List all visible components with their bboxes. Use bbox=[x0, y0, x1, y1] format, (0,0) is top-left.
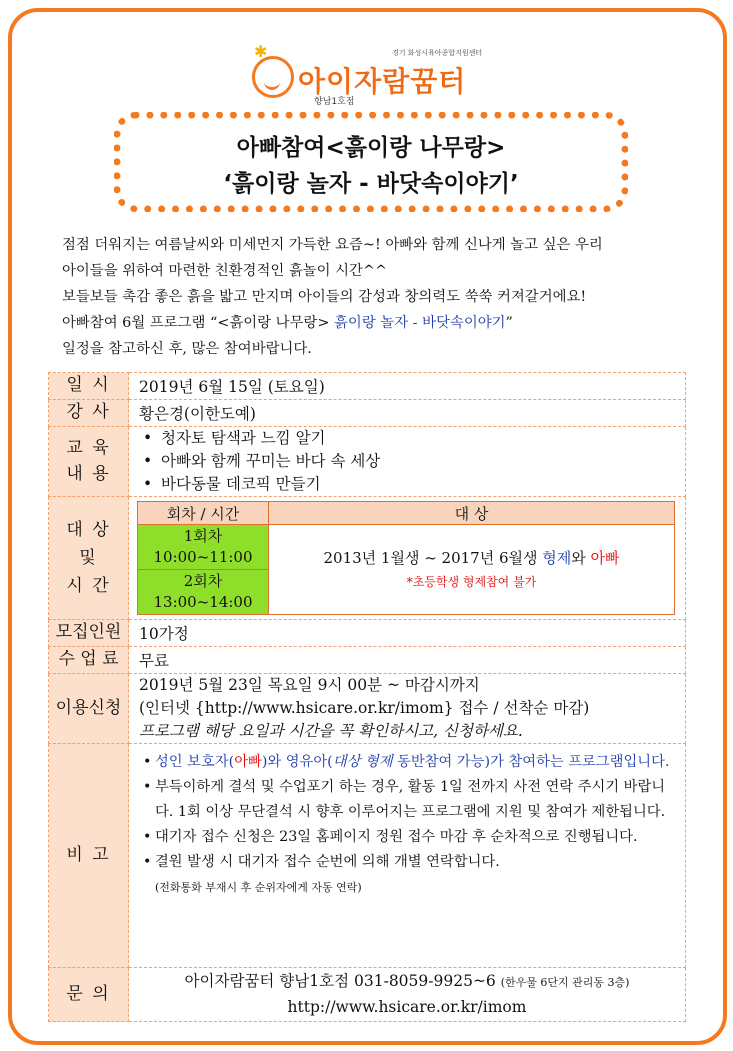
fee-value: 무료 bbox=[129, 647, 686, 674]
target-label-line: 및 bbox=[79, 548, 98, 568]
lecturer-value: 황은경(이한도예) bbox=[129, 400, 686, 427]
date-label: 일 시 bbox=[49, 373, 129, 400]
table-row bbox=[49, 497, 686, 620]
intro-line bbox=[62, 310, 682, 336]
table-row bbox=[49, 674, 686, 744]
session-2 bbox=[138, 570, 269, 615]
list-item: • 아빠와 함께 꾸미는 바다 속 세상 bbox=[161, 450, 675, 473]
target-label-line: 대 상 bbox=[66, 520, 111, 540]
apply-label: 이용신청 bbox=[49, 674, 129, 744]
contact-address: (한우물 6단지 관리동 3층) bbox=[500, 976, 630, 989]
intro-line: 일정을 참고하신 후, 많은 참여바랍니다. bbox=[62, 341, 312, 357]
table-row bbox=[49, 647, 686, 674]
list-item: • 바다동물 데코픽 만들기 bbox=[161, 473, 675, 496]
note-content bbox=[129, 744, 686, 968]
fee-label: 수 업 료 bbox=[49, 647, 129, 674]
session-time-header: 회차 / 시간 bbox=[138, 502, 269, 525]
info-table bbox=[48, 372, 686, 1022]
intro-text bbox=[62, 232, 682, 362]
contact-phone: 아이자람꿈터 향남1호점 031-8059-9925~6 bbox=[184, 972, 496, 990]
list-item: • 청자토 탐색과 느낌 알기 bbox=[161, 427, 675, 450]
table-row bbox=[49, 427, 686, 497]
apply-note: 프로그램 해당 요일과 시간을 꼭 확인하시고, 신청하세요. bbox=[139, 722, 523, 740]
title-box bbox=[114, 112, 628, 212]
session-time: 10:00~11:00 bbox=[153, 548, 253, 566]
table-row bbox=[49, 744, 686, 968]
table-row bbox=[49, 968, 686, 1022]
capacity-label: 모집인원 bbox=[49, 620, 129, 647]
apply-method: (인터넷 {http://www.hsicare.or.kr/imom} 접수 / 선착순 마감) bbox=[139, 699, 590, 717]
target-dad: 아빠 bbox=[590, 548, 620, 567]
list-item bbox=[155, 750, 673, 775]
logo-name: 아이자람꿈터 bbox=[298, 65, 467, 98]
session-target-header: 대 상 bbox=[269, 502, 675, 525]
intro-line: 보들보들 촉감 좋은 흙을 밟고 만지며 아이들의 감성과 창의력도 쑥쑥 커져갈거에요! bbox=[62, 289, 587, 305]
list-item: • 대기자 접수 신청은 23일 홈페이지 정원 접수 마감 후 순차적으로 진행됩니다. bbox=[155, 825, 673, 850]
edu-label-line: 내 용 bbox=[66, 463, 111, 484]
target-content bbox=[129, 497, 686, 620]
table-row bbox=[49, 400, 686, 427]
session-num: 2회차 bbox=[183, 572, 223, 590]
date-value: 2019년 6월 15일 (토요일) bbox=[129, 373, 686, 400]
target-label bbox=[49, 497, 129, 620]
logo-center-name: 경기 화성시육아종합지원센터 bbox=[392, 49, 483, 57]
target-age: 2013년 1월생 ~ 2017년 6월생 bbox=[323, 548, 543, 567]
table-row bbox=[49, 373, 686, 400]
title-line-1: 아빠참여<흙이랑 나무랑> bbox=[236, 135, 506, 161]
note-sibling: 대상 형제 bbox=[332, 754, 393, 770]
capacity-value: 10가정 bbox=[129, 620, 686, 647]
logo bbox=[252, 42, 492, 107]
edu-list bbox=[139, 427, 675, 496]
note-list bbox=[139, 744, 673, 900]
note-text: 동반참여 가능)가 참여하는 프로그램입니다. bbox=[392, 754, 670, 770]
note-text: )와 영유아( bbox=[261, 754, 333, 770]
table-row bbox=[49, 620, 686, 647]
session-time: 13:00~14:00 bbox=[153, 593, 253, 611]
target-and: 와 bbox=[571, 548, 591, 567]
list-item: • 부득이하게 결석 및 수업포기 하는 경우, 활동 1일 전까지 사전 연락 주시기 바랍니다. 1회 이상 무단결석 시 향후 이루어지는 프로그램에 지원 및 참여가 제한됩니다. bbox=[155, 775, 673, 825]
target-text bbox=[269, 546, 674, 570]
table-row bbox=[138, 525, 675, 570]
session-1 bbox=[138, 525, 269, 570]
star-icon: ✱ bbox=[254, 42, 268, 61]
contact-line bbox=[139, 969, 675, 995]
note-dad: 아빠 bbox=[234, 754, 262, 770]
target-note: *초등학생 형제참여 불가 bbox=[406, 574, 537, 589]
intro-text-part: ” bbox=[505, 315, 513, 331]
intro-line: 점점 더워지는 여름날씨와 미세먼지 가득한 요즘~! 아빠와 함께 신나게 놀고 싶은 우리 bbox=[62, 237, 603, 253]
table-row bbox=[138, 502, 675, 525]
note-text: • 결원 발생 시 대기자 접수 순번에 의해 개별 연락합니다. bbox=[155, 854, 500, 870]
target-sibling: 형제 bbox=[542, 548, 572, 567]
title-line-2: ‘흙이랑 놀자 - 바닷속이야기’ bbox=[223, 171, 519, 197]
intro-line: 아이들을 위하여 마련한 친환경적인 흙놀이 시간^^ bbox=[62, 263, 388, 279]
target-label-line: 시 간 bbox=[66, 576, 111, 596]
edu-content bbox=[129, 427, 686, 497]
contact-url: http://www.hsicare.or.kr/imom bbox=[287, 998, 527, 1016]
note-subtext: (전화통화 부재시 후 순위자에게 자동 연락) bbox=[155, 881, 362, 894]
note-text: 성인 보호자( bbox=[155, 754, 235, 770]
program-name-highlight: 흙이랑 놀자 - 바닷속이야기 bbox=[334, 315, 506, 331]
note-label: 비 고 bbox=[49, 744, 129, 968]
edu-label-line: 교 육 bbox=[66, 438, 111, 458]
list-item bbox=[155, 850, 673, 900]
contact-label: 문 의 bbox=[49, 968, 129, 1022]
edu-label bbox=[49, 427, 129, 497]
logo-branch: 향남1호점 bbox=[314, 97, 355, 107]
lecturer-label: 강 사 bbox=[49, 400, 129, 427]
apply-content bbox=[129, 674, 686, 744]
session-num: 1회차 bbox=[183, 527, 223, 545]
apply-period: 2019년 5월 23일 목요일 9시 00분 ~ 마감시까지 bbox=[139, 676, 480, 694]
session-table bbox=[137, 501, 675, 615]
contact-content bbox=[129, 968, 686, 1022]
intro-text-part: 아빠참여 6월 프로그램 “<흙이랑 나무랑> bbox=[62, 315, 335, 331]
smile-face-icon bbox=[252, 56, 294, 98]
session-target bbox=[269, 525, 675, 615]
